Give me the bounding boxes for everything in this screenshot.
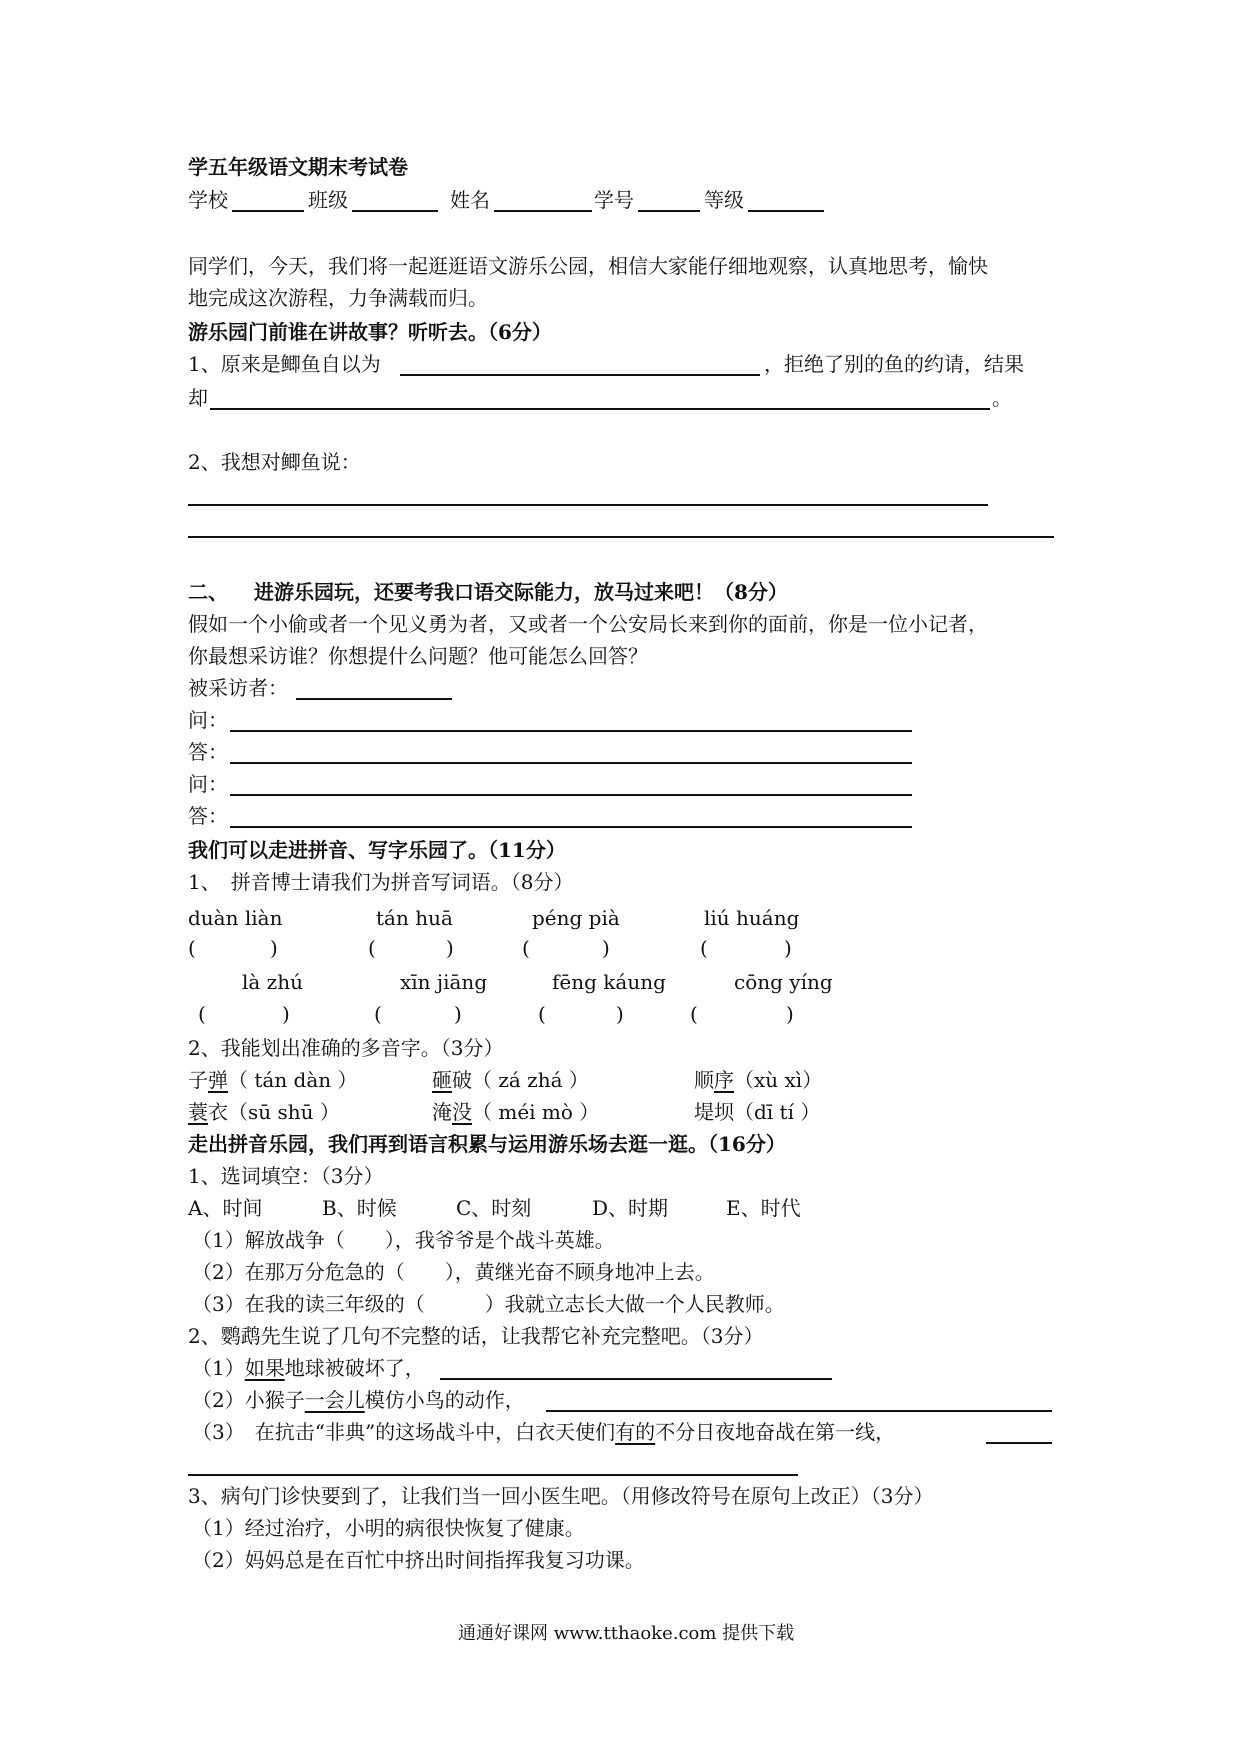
polyphone-item bbox=[694, 1066, 822, 1094]
keyword: 如果 bbox=[244, 1356, 285, 1380]
choice-b: B、时候 bbox=[322, 1196, 397, 1220]
section3-heading: 我们可以走进拼音、写字乐园了。（11分） bbox=[188, 838, 566, 862]
field-school-blank[interactable] bbox=[232, 210, 304, 212]
s4-q2: 2、鹦鹉先生说了几句不完整的话，让我帮它补充完整吧。（3分） bbox=[188, 1324, 764, 1348]
sentence-part: （2）小猴子 bbox=[192, 1388, 305, 1412]
poly-char: 顺 bbox=[694, 1068, 714, 1092]
s1-q1-blank2[interactable] bbox=[210, 408, 990, 410]
poly-char: 子 bbox=[188, 1068, 208, 1092]
poly-options: （ tán dàn ） bbox=[228, 1068, 358, 1092]
field-class-blank[interactable] bbox=[352, 210, 438, 212]
field-class-label: 班级 bbox=[308, 188, 348, 212]
section2-heading: 进游乐园玩，还要考我口语交际能力，放马过来吧！（8分） bbox=[254, 580, 788, 604]
poly-target-char[interactable]: 序 bbox=[714, 1068, 734, 1092]
s2-ask-label: 问： bbox=[188, 772, 228, 796]
poly-options: （xù xì） bbox=[734, 1068, 823, 1092]
field-school-label: 学校 bbox=[188, 188, 228, 212]
poly-target-char[interactable]: 蓑 bbox=[188, 1100, 208, 1124]
pinyin-item: tán huā bbox=[376, 906, 453, 930]
choice-e: E、时代 bbox=[726, 1196, 801, 1220]
footer-text: 通通好课网 www.tthaoke.com 提供下载 bbox=[458, 1623, 795, 1644]
s1-q1-blank1[interactable] bbox=[400, 374, 760, 376]
field-grade-blank[interactable] bbox=[748, 210, 824, 212]
s2-ask-blank[interactable] bbox=[230, 730, 912, 732]
answer-paren-open[interactable]: ( bbox=[374, 1002, 382, 1026]
pinyin-item: fēng káung bbox=[552, 970, 666, 994]
complete-blank-3a[interactable] bbox=[986, 1442, 1052, 1444]
sentence-part: 不分日夜地奋战在第一线， bbox=[655, 1420, 896, 1444]
answer-paren-close: ) bbox=[270, 936, 278, 960]
keyword: 一会儿 bbox=[304, 1388, 365, 1412]
intro-line-1: 同学们，今天，我们将一起逛逛语文游乐公园，相信大家能仔细地观察，认真地思考，愉快 bbox=[188, 254, 988, 278]
s2-interviewee-label: 被采访者： bbox=[188, 676, 288, 700]
field-id-label: 学号 bbox=[594, 188, 634, 212]
answer-paren-open[interactable]: ( bbox=[522, 936, 530, 960]
sick-sentence-2: （2）妈妈总是在百忙中挤出时间指挥我复习功课。 bbox=[192, 1548, 645, 1572]
s1-q1-part1: 1、原来是鲫鱼自以为 bbox=[188, 352, 381, 376]
section2-number: 二、 bbox=[188, 580, 228, 604]
s2-ask-label: 问： bbox=[188, 708, 228, 732]
answer-paren-open[interactable]: ( bbox=[198, 1002, 206, 1026]
s1-q2-blank2[interactable] bbox=[188, 536, 1054, 538]
poly-options: （ zá zhá ） bbox=[472, 1068, 589, 1092]
s3-q2: 2、我能划出准确的多音字。（3分） bbox=[188, 1036, 504, 1060]
answer-paren-close: ) bbox=[446, 936, 454, 960]
pinyin-item: péng pià bbox=[532, 906, 620, 930]
fill-sentence-3: （3）在我的读三年级的（ ）我就立志长大做一个人民教师。 bbox=[192, 1292, 785, 1316]
complete-sentence-3 bbox=[192, 1418, 895, 1446]
s2-answer-label: 答： bbox=[188, 740, 228, 764]
sentence-part: （1） bbox=[192, 1356, 245, 1380]
s1-q1-part2: ，拒绝了别的鱼的约请，结果 bbox=[764, 352, 1024, 376]
s1-q1-part3: 却 bbox=[188, 386, 208, 410]
s2-answer-blank[interactable] bbox=[230, 826, 912, 828]
s1-q2: 2、我想对鲫鱼说： bbox=[188, 450, 361, 474]
intro-line-2: 地完成这次游程，力争满载而归。 bbox=[188, 286, 488, 310]
sentence-part: 地球被破坏了， bbox=[284, 1356, 425, 1380]
pinyin-item: liú huáng bbox=[704, 906, 800, 930]
answer-paren-close: ) bbox=[786, 1002, 794, 1026]
complete-blank-1[interactable] bbox=[440, 1378, 832, 1380]
sentence-part: 模仿小鸟的动作， bbox=[364, 1388, 525, 1412]
s2-interviewee-blank[interactable] bbox=[296, 698, 452, 700]
choice-d: D、时期 bbox=[592, 1196, 669, 1220]
page-title: 学五年级语文期末考试卷 bbox=[188, 155, 408, 179]
poly-target-char[interactable]: 弹 bbox=[208, 1068, 228, 1092]
poly-target-char[interactable]: 没 bbox=[452, 1100, 472, 1124]
s2-answer-label: 答： bbox=[188, 804, 228, 828]
s1-q2-blank1[interactable] bbox=[188, 504, 988, 506]
answer-paren-open[interactable]: ( bbox=[538, 1002, 546, 1026]
complete-sentence-2 bbox=[192, 1386, 525, 1414]
s2-prompt-2: 你最想采访谁？你想提什么问题？他可能怎么回答？ bbox=[188, 644, 648, 668]
poly-char: 坝 bbox=[714, 1100, 734, 1124]
poly-options: （dī tí ） bbox=[734, 1100, 821, 1124]
poly-options: （sū shū ） bbox=[228, 1100, 340, 1124]
pinyin-item: duàn liàn bbox=[188, 906, 283, 930]
sentence-part: （3） 在抗击“非典”的这场战斗中，白衣天使们 bbox=[192, 1420, 616, 1444]
polyphone-item bbox=[694, 1098, 820, 1126]
fill-sentence-2: （2）在那万分危急的（ ），黄继光奋不顾身地冲上去。 bbox=[192, 1260, 715, 1284]
polyphone-item bbox=[432, 1066, 589, 1094]
fill-sentence-1: （1）解放战争（ ），我爷爷是个战斗英雄。 bbox=[192, 1228, 615, 1252]
answer-paren-close: ) bbox=[784, 936, 792, 960]
choice-a: A、时间 bbox=[188, 1196, 263, 1220]
complete-sentence-1 bbox=[192, 1354, 425, 1382]
complete-blank-2[interactable] bbox=[546, 1410, 1052, 1412]
polyphone-item bbox=[188, 1066, 358, 1094]
field-id-blank[interactable] bbox=[638, 210, 700, 212]
poly-char: 破 bbox=[452, 1068, 472, 1092]
pinyin-item: là zhú bbox=[242, 970, 303, 994]
s2-answer-blank[interactable] bbox=[230, 762, 912, 764]
s4-q3: 3、病句门诊快要到了，让我们当一回小医生吧。（用修改符号在原句上改正）（3分） bbox=[188, 1484, 934, 1508]
s2-ask-blank[interactable] bbox=[230, 794, 912, 796]
pinyin-item: xīn jiāng bbox=[400, 970, 488, 994]
answer-paren-open[interactable]: ( bbox=[368, 936, 376, 960]
section1-heading: 游乐园门前谁在讲故事？听听去。（6分） bbox=[188, 320, 552, 344]
poly-char: 淹 bbox=[432, 1100, 452, 1124]
s1-q1-end: 。 bbox=[992, 386, 1012, 410]
answer-paren-open[interactable]: ( bbox=[700, 936, 708, 960]
s2-prompt-1: 假如一个小偷或者一个见义勇为者，又或者一个公安局长来到你的面前，你是一位小记者， bbox=[188, 612, 988, 636]
answer-paren-close: ) bbox=[282, 1002, 290, 1026]
poly-char: 衣 bbox=[208, 1100, 228, 1124]
keyword: 有的 bbox=[615, 1420, 656, 1444]
section4-heading: 走出拼音乐园，我们再到语言积累与运用游乐场去逛一逛。（16分） bbox=[188, 1132, 786, 1156]
poly-char: 堤 bbox=[694, 1100, 714, 1124]
answer-paren-close: ) bbox=[454, 1002, 462, 1026]
answer-paren-open[interactable]: ( bbox=[188, 936, 196, 960]
choice-c: C、时刻 bbox=[456, 1196, 532, 1220]
answer-paren-open[interactable]: ( bbox=[690, 1002, 698, 1026]
field-grade-label: 等级 bbox=[704, 188, 744, 212]
answer-paren-close: ) bbox=[616, 1002, 624, 1026]
polyphone-item bbox=[432, 1098, 599, 1126]
answer-paren-close: ) bbox=[602, 936, 610, 960]
poly-options: （ méi mò ） bbox=[472, 1100, 600, 1124]
field-name-label: 姓名 bbox=[450, 188, 490, 212]
s4-q1: 1、选词填空：（3分） bbox=[188, 1164, 384, 1188]
poly-target-char[interactable]: 砸 bbox=[432, 1068, 452, 1092]
pinyin-item: cōng yíng bbox=[734, 970, 833, 994]
s3-q1: 1、 拼音博士请我们为拼音写词语。（8分） bbox=[188, 870, 574, 894]
polyphone-item bbox=[188, 1098, 340, 1126]
complete-blank-3b[interactable] bbox=[188, 1474, 798, 1476]
field-name-blank[interactable] bbox=[494, 210, 592, 212]
sick-sentence-1: （1）经过治疗，小明的病很快恢复了健康。 bbox=[192, 1516, 585, 1540]
